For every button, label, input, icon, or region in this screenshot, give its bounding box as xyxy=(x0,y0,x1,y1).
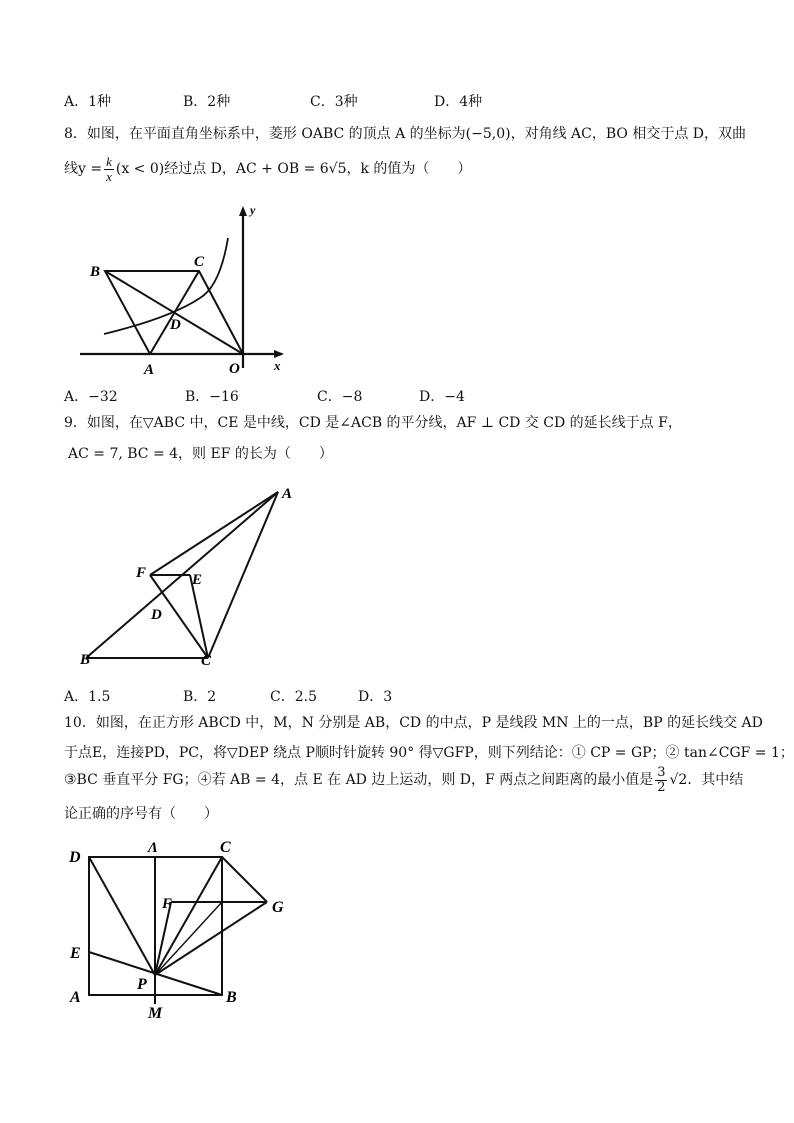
q9-stem-line1: 9．如图，在▽ABC 中，CE 是中线，CD 是∠ACB 的平分线，AF ⊥ CD 交 CD 的延长线于点 F， xyxy=(64,415,682,431)
q10-stem-line3 xyxy=(64,766,743,794)
q9-label-d: D xyxy=(151,607,162,623)
q10-stem-line3-pre: ③BC 垂直平分 FG；④若 AB = 4，点 E 在 AD 边上运动，则 D，F 两点之间距离的最小值是 xyxy=(64,772,654,789)
q8-label-d: D xyxy=(170,317,181,333)
q10-label-c: C xyxy=(220,839,231,856)
q8-fraction-den: x xyxy=(106,168,112,184)
q8-fraction-num: k xyxy=(106,154,112,169)
q8-label-o: O xyxy=(229,361,240,377)
q8-stem-line1: 8．如图，在平面直角坐标系中，菱形 OABC 的顶点 A 的坐标为(−5,0)，对角线 AC，BO 相交于点 D，双曲 xyxy=(64,126,747,142)
q9-choice-c: C．2.5 xyxy=(270,689,317,705)
q8-fraction xyxy=(104,155,114,183)
q10-label-m: M xyxy=(148,1005,163,1022)
q9-label-e: E xyxy=(192,572,203,588)
q9-label-b: B xyxy=(80,652,91,668)
q7-choice-d: D．4种 xyxy=(434,94,483,110)
q7-choice-c: C．3种 xyxy=(310,94,358,110)
q9-choice-a: A．1.5 xyxy=(64,689,111,705)
q10-label-n: Λ xyxy=(148,840,159,856)
q10-label-a: A xyxy=(70,989,81,1006)
q8-label-y: y xyxy=(250,203,256,217)
q8-stem-line2 xyxy=(64,155,471,183)
q8-choice-b: B．−16 xyxy=(185,389,239,405)
q10-label-d: D xyxy=(69,849,81,866)
q10-label-b: B xyxy=(226,989,237,1006)
q9-stem-line2: AC = 7, BC = 4，则 EF 的长为（ ） xyxy=(68,446,333,462)
q10-label-f: F xyxy=(162,896,173,912)
q9-label-a: A xyxy=(282,486,293,502)
q8-stem-line2-pre: 线y = xyxy=(64,161,103,178)
q10-label-p: P xyxy=(137,976,147,993)
q10-stem-line1: 10．如图，在正方形 ABCD 中，M，N 分别是 AB，CD 的中点，P 是线段 MN 上的一点，BP 的延长线交 AD xyxy=(64,715,763,731)
q10-figure xyxy=(64,832,304,1022)
q10-stem-line2: 于点E，连接PD，PC，将▽DEP 绕点 P顺时针旋转 90° 得▽GFP，则下列结论：① CP = GP；② tan∠CGF = 1； xyxy=(64,745,794,761)
q10-label-g: G xyxy=(272,899,284,916)
q8-label-c: C xyxy=(194,254,205,270)
q10-fraction xyxy=(655,766,667,794)
q7-choice-a: A．1种 xyxy=(64,94,112,110)
q9-choice-d: D．3 xyxy=(358,689,393,705)
q8-label-b: B xyxy=(90,264,101,280)
q8-label-a: A xyxy=(144,362,155,378)
q9-figure xyxy=(78,480,308,670)
q8-choice-c: C．−8 xyxy=(317,389,363,405)
q8-figure xyxy=(70,198,295,378)
q10-stem-line3-post: √2．其中结 xyxy=(669,772,744,789)
q10-fraction-den: 2 xyxy=(657,779,666,795)
q9-label-c: C xyxy=(201,653,212,669)
q10-fraction-num: 3 xyxy=(657,765,666,780)
q9-choice-b: B．2 xyxy=(183,689,217,705)
q8-stem-line2-post: (x < 0)经过点 D，AC + OB = 6√5，k 的值为（ ） xyxy=(115,161,472,178)
q10-label-e: E xyxy=(70,945,81,962)
q8-choice-d: D．−4 xyxy=(419,389,465,405)
q8-label-x: x xyxy=(274,358,281,373)
q9-label-f: F xyxy=(136,565,147,581)
q10-stem-line4: 论正确的序号有（ ） xyxy=(64,806,218,822)
q7-choice-b: B．2种 xyxy=(183,94,231,110)
q8-choice-a: A．−32 xyxy=(64,389,118,405)
